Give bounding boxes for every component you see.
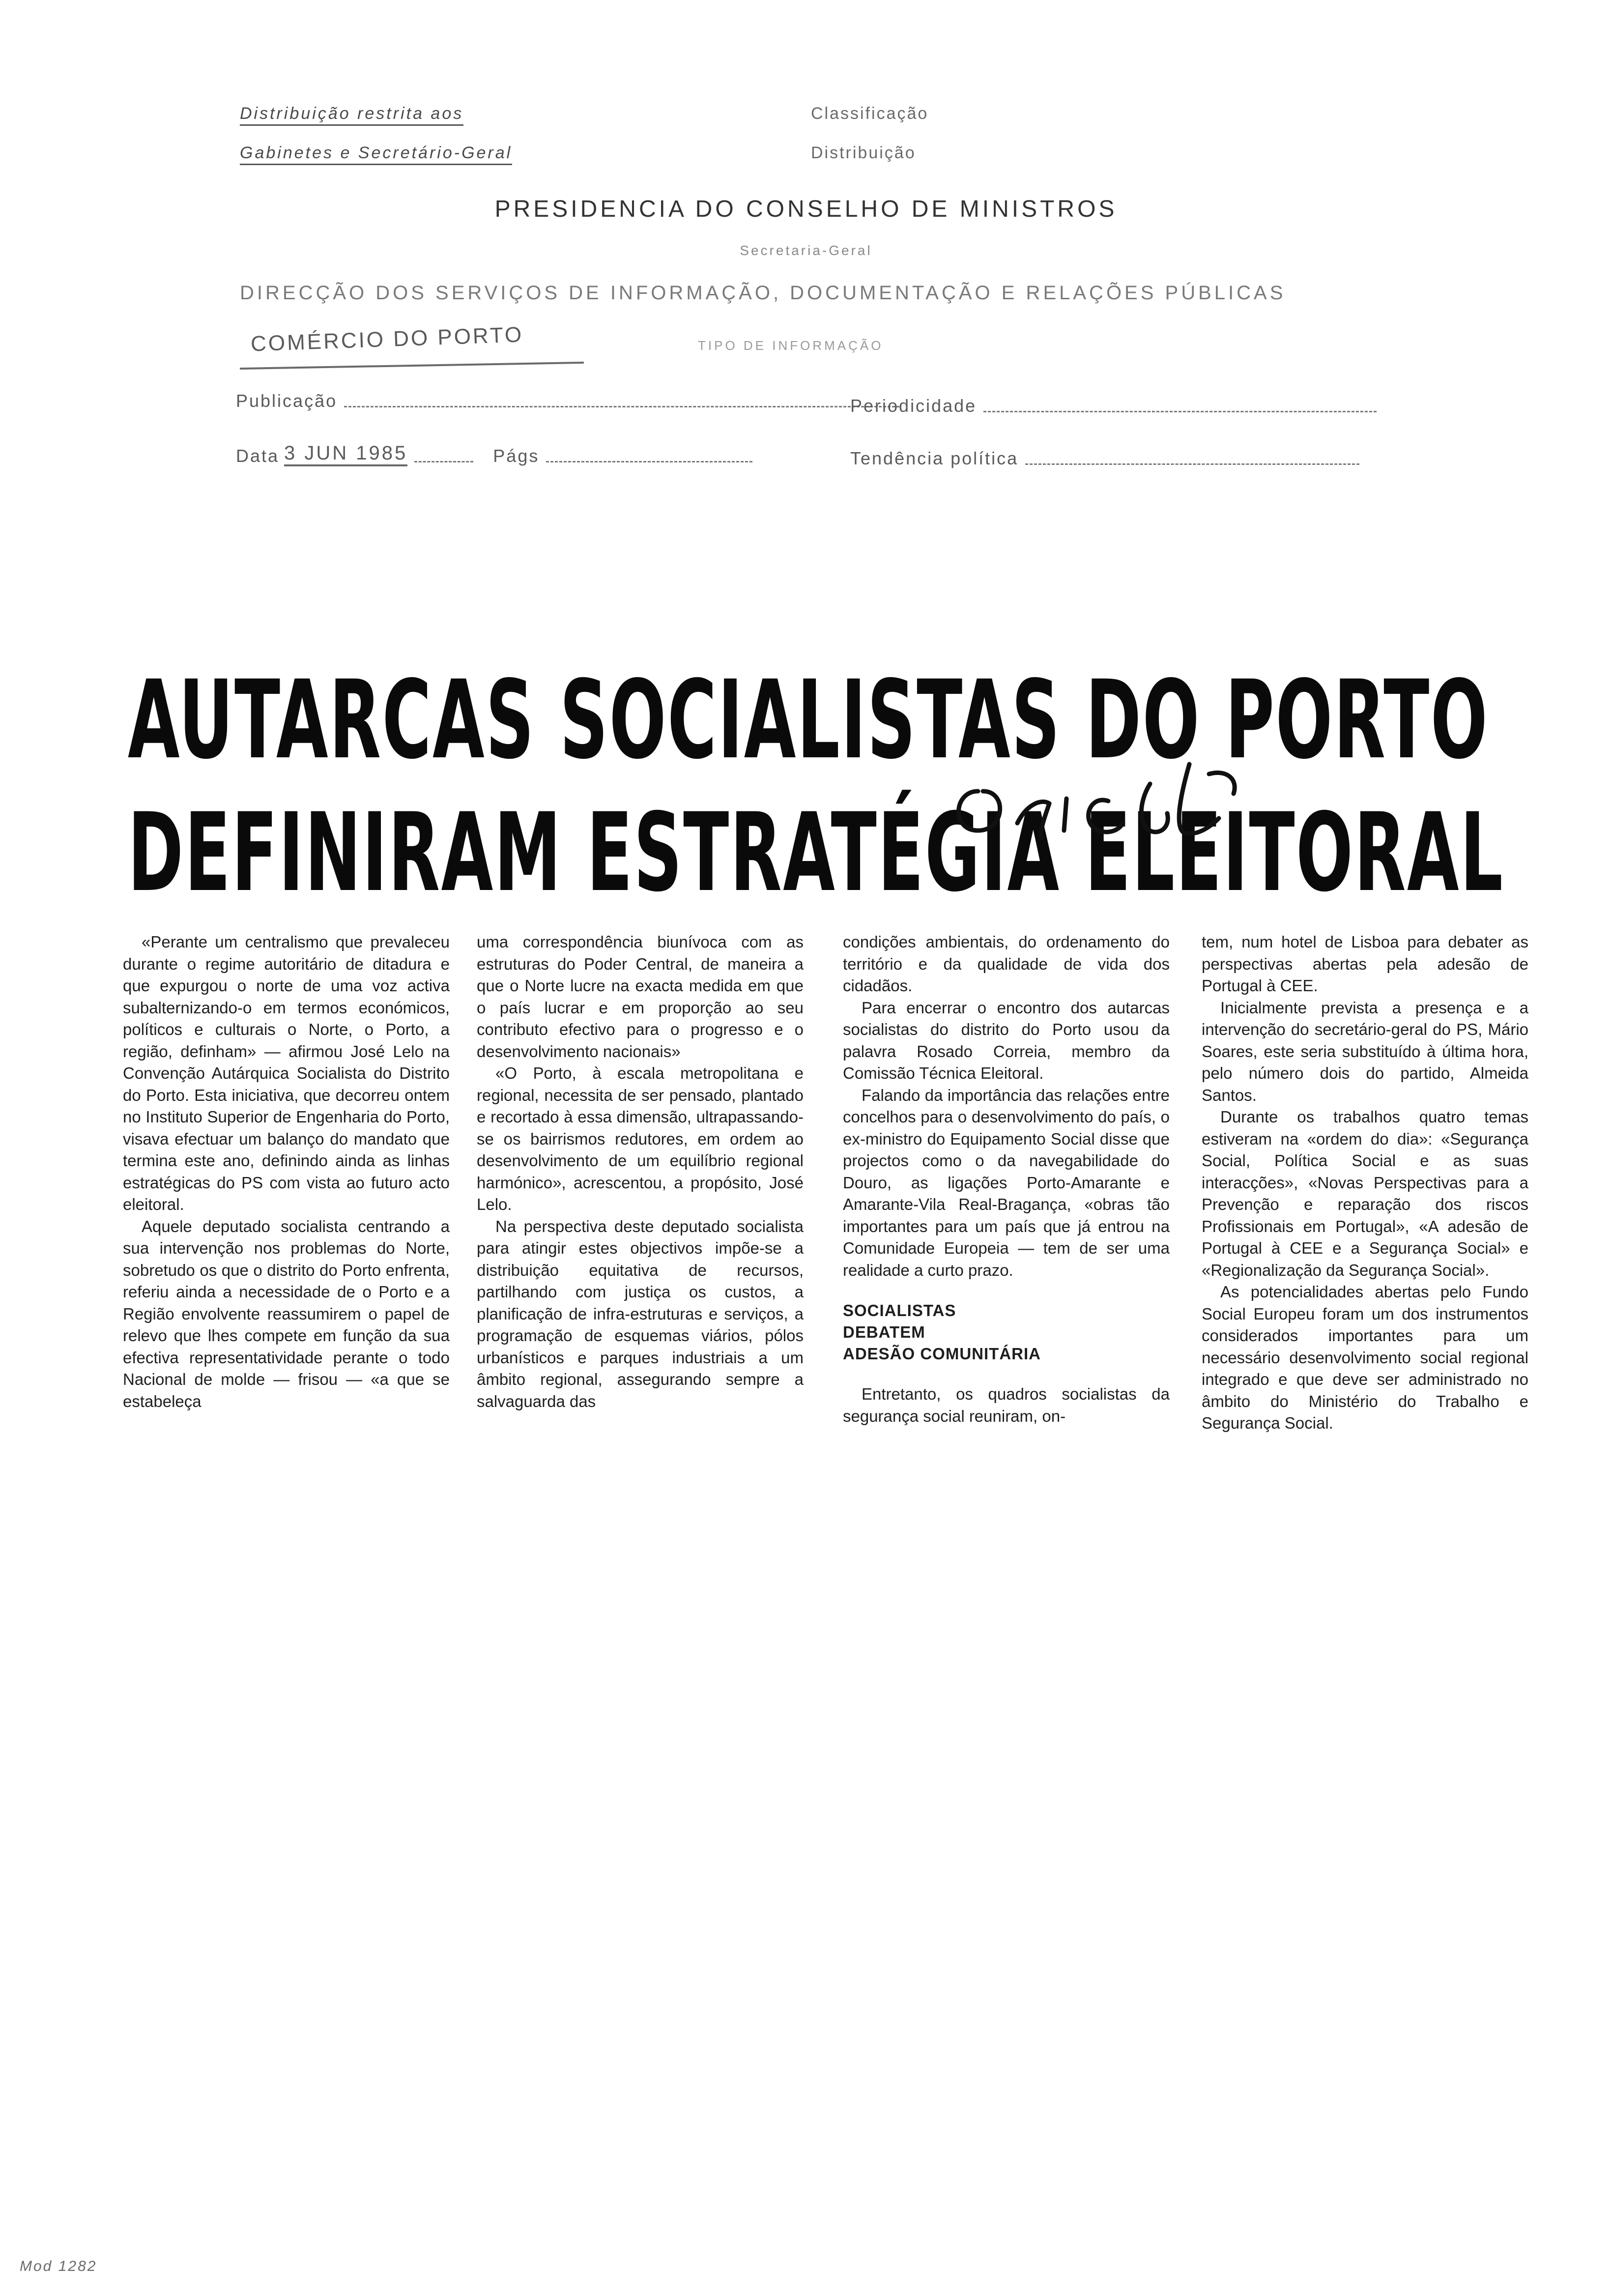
publicacao-label: Publicação [236, 391, 338, 411]
tendencia-field [850, 448, 1359, 469]
article-paragraph: condições ambientais, do ordenamento do território e da qualidade de vida dos cidadãos. [843, 933, 1170, 995]
article-paragraph: Inicialmente prevista a presença e a intervenção do secretário-geral do PS, Mário Soares, este seria substituído à última hora, pelo número dois do partido, Almeida Santos. [1202, 998, 1528, 1104]
publicacao-blank [344, 401, 899, 407]
article-paragraph: As potencialidades abertas pelo Fundo Social Europeu foram um dos instrumentos considerados importantes para um necessário desenvolvimento social regional integrado e que deve ser administrado no âmbito do Ministério do Trabalho e Segurança Social. [1202, 1283, 1528, 1432]
journal-underline [240, 362, 584, 370]
subheading-line: DEBATEM [843, 1323, 925, 1341]
headline-line-2: DEFINIRAM ESTRATÉGIA ELEITORAL [128, 790, 1504, 916]
subheading-line: ADESÃO COMUNITÁRIA [843, 1345, 1041, 1363]
data-field [236, 442, 752, 466]
tendencia-blank [1025, 459, 1359, 465]
article-paragraph: Falando da importância das relações entre concelhos para o desenvolvimento do país, o ex-ministro do Equipamento Social disse que projectos como o da navegabilidade do Douro, as ligações Porto-Amarante e Amarante-Vila Real-Bragança, «obras tão importantes para um país que já entrou na Comunidade Europeia — tem de ser uma realidade a curto prazo. [843, 1086, 1170, 1279]
article-subheading [843, 1300, 1170, 1365]
journal-name-stamp: COMÉRCIO DO PORTO [250, 322, 524, 356]
article-paragraph: Para encerrar o encontro dos autarcas socialistas do distrito do Porto usou da palavra Rosado Correia, membro da Comissão Técnica Eleitoral. [843, 998, 1170, 1082]
article-column-3 [843, 931, 1170, 1427]
distribution-cabinets-line: Gabinetes e Secretário-Geral [240, 144, 512, 165]
form-model-number: Mod 1282 [20, 2258, 97, 2274]
direccao-heading: DIRECÇÃO DOS SERVIÇOS DE INFORMAÇÃO, DOCUMENTAÇÃO E RELAÇÕES PÚBLICAS [240, 282, 1286, 304]
tendencia-label: Tendência política [850, 448, 1019, 468]
pags-blank [546, 456, 752, 462]
article-column-2 [477, 931, 804, 1412]
article-paragraph: tem, num hotel de Lisboa para debater as perspectivas abertas pela adesão de Portugal à CEE. [1202, 933, 1528, 995]
date-stamp: 3 JUN 1985 [284, 442, 407, 466]
distribution-restricted-line: Distribuição restrita aos [240, 104, 463, 126]
periodicidade-blank [983, 406, 1377, 412]
presidencia-heading: PRESIDENCIA DO CONSELHO DE MINISTROS [494, 196, 1118, 222]
article-column-1 [123, 931, 450, 1412]
article-body [123, 931, 1538, 1609]
tipo-informacao-label: TIPO DE INFORMAÇÃO [698, 338, 884, 353]
article-paragraph: Aquele deputado socialista centrando a sua intervenção nos problemas do Norte, sobretudo os que o distrito do Porto enfrenta, referiu ainda a necessidade de o Porto e a Região envolvente reassumirem o papel de relevo que lhes compete em função da sua efectiva representatividade perante o todo Nacional de molde — frisou — «a que se estabeleça [123, 1217, 450, 1410]
pags-label: Págs [493, 446, 540, 466]
periodicidade-field [850, 396, 1377, 416]
article-paragraph: Na perspectiva deste deputado socialista para atingir estes objectivos impõe-se a distribuição equitativa de recursos, partilhando com justiça os custos, a planificação de infra-estruturas e serviços, a programação de esquemas viários, pólos urbanísticos e parques industriais a um âmbito regional, assegurando sempre a salvaguarda das [477, 1217, 804, 1410]
article-paragraph: uma correspondência biunívoca com as estruturas do Poder Central, de maneira a que o Norte lucre na exacta medida em que o país lucrar e em proporção ao seu contributo efectivo para o progresso e o desenvolvimento nacionais» [477, 933, 804, 1061]
classificacao-label: Classificação [811, 104, 929, 123]
secretaria-heading: Secretaria-Geral [740, 243, 872, 258]
publicacao-field [236, 391, 899, 411]
distribuicao-label: Distribuição [811, 144, 916, 162]
data-blank [414, 456, 473, 462]
handwritten-annotation [944, 745, 1248, 858]
article-column-4 [1202, 931, 1528, 1435]
data-label: Data [236, 446, 280, 466]
article-paragraph: Durante os trabalhos quatro temas estiveram na «ordem do dia»: «Segurança Social, Política Social e as suas interacções», «Novas Perspectivas para a Prevenção e reparação dos riscos Profissionais em Portugal», «A adesão de Portugal à CEE e a Segurança Social» e «Regionalização da Segurança Social». [1202, 1108, 1528, 1279]
article-paragraph: «Perante um centralismo que prevaleceu durante o regime autoritário de ditadura e que expurgou o norte de uma voz activa subalternizando-o em termos económicos, políticos e culturais o Norte, o Porto, a região, definham» — afirmou José Lelo na Convenção Autárquica Socialista do Distrito do Porto. Esta iniciativa, que decorreu ontem no Instituto Superior de Engenharia do Porto, visava efectuar um balanço do mandato que termina este ano, definindo ainda as linhas estratégicas do PS com vista ao futuro acto eleitoral. [123, 933, 450, 1213]
subheading-line: SOCIALISTAS [843, 1301, 956, 1320]
headline-line-1: AUTARCAS SOCIALISTAS DO PORTO [128, 657, 1489, 783]
article-paragraph: «O Porto, à escala metropolitana e regional, necessita de ser pensado, plantado e recortado à essa dimensão, ultrapassando-se os bairrismos redutores, em ordem ao desenvolvimento de um equilíbrio regional harmónico», acrescentou, a propósito, José Lelo. [477, 1064, 804, 1213]
article-paragraph: Entretanto, os quadros socialistas da segurança social reuniram, on- [843, 1385, 1170, 1425]
periodicidade-label: Periodicidade [850, 396, 977, 416]
